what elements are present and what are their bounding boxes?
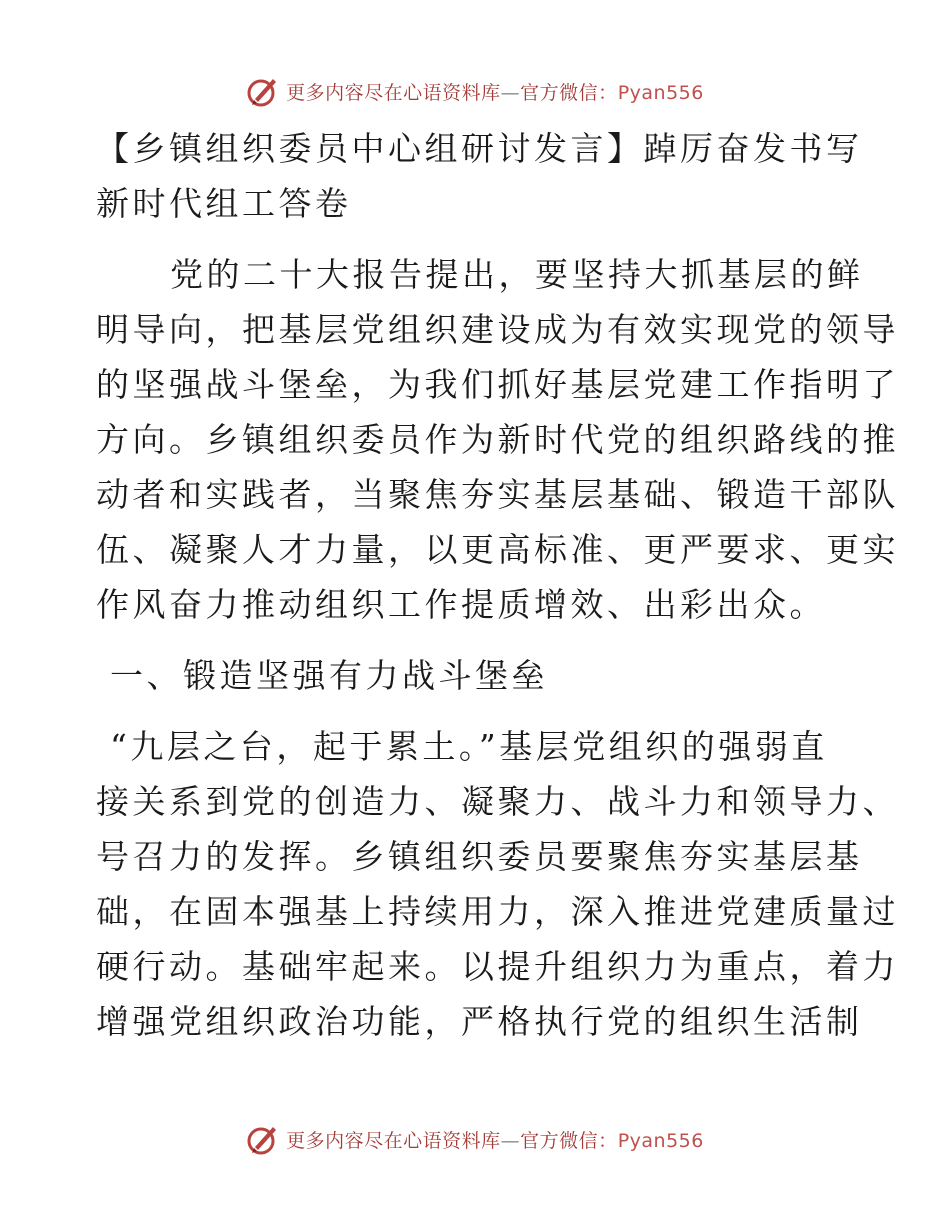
paragraph-line: 伍、凝聚人才力量，以更高标准、更严要求、更实 xyxy=(96,530,899,569)
paragraph-line: 动者和实践者，当聚焦夯实基层基础、锻造干部队 xyxy=(96,475,899,514)
paragraph-line: 增强党组织政治功能，严格执行党的组织生活制 xyxy=(96,1002,863,1041)
paragraph-line: “九层之台，起于累土。”基层党组织的强弱直 xyxy=(110,727,828,766)
watermark-separator: — xyxy=(500,81,521,104)
document-body xyxy=(96,121,899,1049)
watermark-text xyxy=(286,1126,704,1153)
paragraph-line: 明导向，把基层党组织建设成为有效实现党的领导 xyxy=(96,310,899,349)
watermark-label: 官方微信： xyxy=(520,81,618,104)
paragraph-line: 的坚强战斗堡垒，为我们抓好基层党建工作指明了 xyxy=(96,365,899,404)
paragraph-line: 方向。乡镇组织委员作为新时代党的组织路线的推 xyxy=(96,420,899,459)
header-watermark xyxy=(0,71,950,111)
watermark-label: 官方微信： xyxy=(520,1129,618,1152)
quill-logo-icon xyxy=(246,1122,280,1156)
title-line: 【乡镇组织委员中心组研讨发言】踔厉奋发书写 xyxy=(96,129,863,168)
section-heading: 一、锻造坚强有力战斗堡垒 xyxy=(110,656,548,695)
paragraph-line: 作风奋力推动组织工作提质增效、出彩出众。 xyxy=(96,585,826,624)
watermark-handle: Pyan556 xyxy=(617,81,704,104)
watermark-handle: Pyan556 xyxy=(617,1129,704,1152)
document-title xyxy=(96,121,863,231)
title-line: 新时代组工答卷 xyxy=(96,184,352,223)
watermark-text xyxy=(286,78,704,105)
paragraph-line: 号召力的发挥。乡镇组织委员要聚焦夯实基层基 xyxy=(96,837,863,876)
watermark-brand: 更多内容尽在心语资料库 xyxy=(286,81,501,104)
intro-paragraph xyxy=(96,247,899,632)
quill-logo-icon xyxy=(246,74,280,108)
watermark-brand: 更多内容尽在心语资料库 xyxy=(286,1129,501,1152)
watermark-separator: — xyxy=(500,1129,521,1152)
paragraph-line: 接关系到党的创造力、凝聚力、战斗力和领导力、 xyxy=(96,782,899,821)
section-paragraph xyxy=(96,719,899,1049)
paragraph-line: 础，在固本强基上持续用力，深入推进党建质量过 xyxy=(96,892,899,931)
paragraph-line: 党的二十大报告提出，要坚持大抓基层的鲜 xyxy=(170,255,864,294)
footer-watermark xyxy=(0,1119,950,1159)
paragraph-line: 硬行动。基础牢起来。以提升组织力为重点，着力 xyxy=(96,947,899,986)
